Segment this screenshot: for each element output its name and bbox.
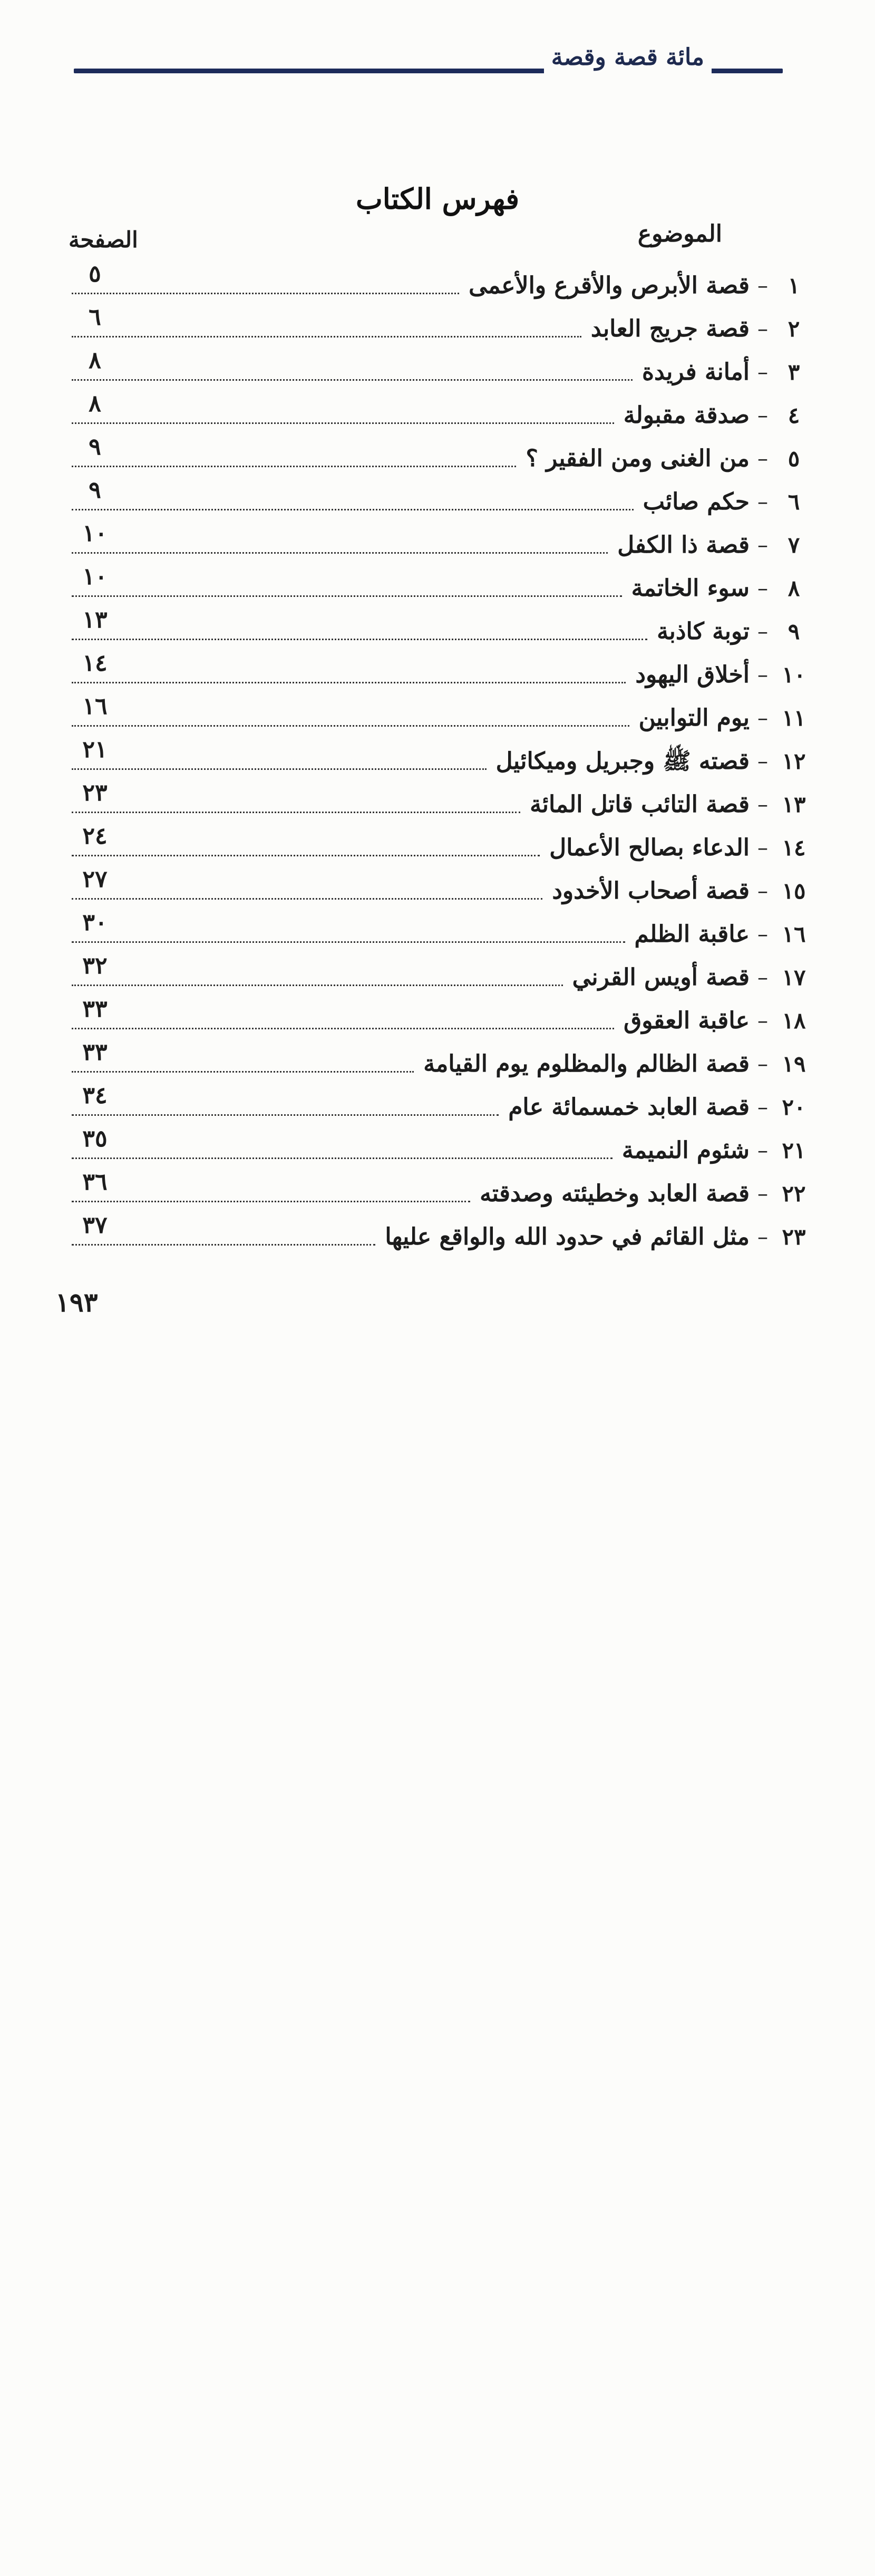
entry-number: ١٨	[782, 1008, 806, 1034]
dot-leader	[72, 725, 629, 727]
dot-leader	[72, 898, 542, 900]
entry-dash: –	[757, 403, 768, 428]
entry-dash: –	[757, 1182, 768, 1206]
entry-title: يوم التوابين	[638, 705, 750, 731]
entry-dash: –	[757, 1225, 768, 1249]
entry-number: ١٩	[782, 1051, 806, 1077]
dot-leader	[72, 682, 626, 683]
index-title: فهرس الكتاب	[355, 182, 520, 216]
subject-column-header: الموضوع	[637, 220, 722, 247]
entry-page-number: ٣٠	[82, 909, 108, 936]
dot-leader	[72, 1157, 612, 1159]
entry-dash: –	[757, 576, 768, 601]
entry-number: ٧	[788, 532, 800, 558]
entry-page-number: ١٠	[82, 520, 108, 547]
entry-page-number: ٢٣	[82, 779, 108, 806]
entry-page-number: ٣٢	[82, 952, 108, 979]
entry-dash: –	[757, 274, 768, 298]
entry-dash: –	[757, 360, 768, 384]
entry-title: صدقة مقبولة	[623, 402, 750, 429]
dot-leader	[72, 552, 608, 554]
entry-number: ١	[788, 273, 800, 298]
index-entry	[63, 993, 812, 1037]
entry-page-number: ٥	[89, 261, 101, 287]
entry-dash: –	[757, 1052, 768, 1076]
entry-page-number: ١٠	[82, 563, 108, 590]
entry-number: ٢٠	[782, 1094, 806, 1120]
entry-dash: –	[757, 317, 768, 341]
entry-title: عاقبة العقوق	[624, 1007, 750, 1034]
index-entry	[63, 1123, 812, 1166]
entry-page-number: ٢٧	[82, 866, 108, 893]
entry-number: ١٦	[782, 921, 806, 947]
index-entries	[63, 258, 812, 1253]
dot-leader	[72, 466, 516, 467]
dot-leader	[72, 941, 625, 943]
entry-page-number: ٢١	[82, 736, 108, 763]
entry-title: قصته ﷺ وجبريل وميكائيل	[495, 748, 750, 775]
entry-title: أمانة فريدة	[641, 359, 750, 385]
entry-number: ٢٢	[782, 1181, 806, 1207]
index-entry	[63, 475, 812, 518]
entry-page-number: ٨	[89, 347, 101, 374]
index-entry	[63, 821, 812, 864]
dot-leader	[72, 812, 520, 813]
dot-leader	[72, 379, 633, 381]
entry-page-number: ٩	[89, 433, 101, 460]
entry-title: قصة أصحاب الأخدود	[552, 877, 750, 904]
dot-leader	[72, 768, 487, 770]
entry-title: مثل القائم في حدود الله والواقع عليها	[385, 1223, 750, 1250]
index-entry	[63, 388, 812, 431]
entry-number: ٢	[788, 316, 800, 342]
entry-dash: –	[757, 879, 768, 903]
entry-title: سوء الخاتمة	[631, 575, 750, 602]
index-entry	[63, 561, 812, 604]
entry-dash: –	[757, 922, 768, 947]
entry-title: قصة العابد وخطيئته وصدقته	[480, 1180, 750, 1207]
dot-leader	[72, 1114, 499, 1116]
entry-dash: –	[757, 1095, 768, 1120]
entry-number: ٦	[788, 489, 800, 515]
dot-leader	[72, 855, 540, 856]
entry-title: عاقبة الظلم	[634, 921, 750, 948]
entry-title: قصة جريج العابد	[590, 315, 750, 342]
entry-dash: –	[757, 793, 768, 817]
index-entry	[63, 1166, 812, 1210]
entry-title: قصة العابد خمسمائة عام	[508, 1094, 750, 1121]
index-entry	[63, 431, 812, 475]
dot-leader	[72, 422, 614, 424]
entry-number: ١٧	[782, 964, 806, 990]
entry-number: ٨	[788, 575, 800, 601]
entry-number: ١٤	[782, 835, 806, 861]
entry-dash: –	[757, 663, 768, 687]
entry-title: قصة ذا الكفل	[617, 532, 750, 558]
entry-dash: –	[757, 620, 768, 644]
entry-dash: –	[757, 836, 768, 860]
dot-leader	[72, 1028, 614, 1029]
index-entry	[63, 258, 812, 302]
index-entry	[63, 1037, 812, 1080]
entry-title: قصة أويس القرني	[572, 964, 750, 991]
entry-dash: –	[757, 1009, 768, 1033]
entry-number: ١٣	[782, 792, 806, 817]
entry-dash: –	[757, 966, 768, 990]
entry-number: ٥	[788, 446, 800, 471]
index-entry	[63, 950, 812, 993]
entry-dash: –	[757, 533, 768, 557]
entry-title: قصة الأبرص والأقرع والأعمى	[469, 272, 750, 299]
entry-page-number: ٣٤	[82, 1082, 108, 1109]
entry-page-number: ٣٥	[82, 1125, 108, 1152]
entry-number: ١١	[782, 705, 806, 731]
entry-dash: –	[757, 490, 768, 514]
entry-title: توبة كاذبة	[657, 618, 750, 645]
running-header-title: مائة قصة وقصة	[544, 41, 712, 74]
entry-number: ١٠	[782, 662, 806, 688]
entry-page-number: ١٤	[82, 650, 108, 677]
entry-title: قصة التائب قاتل المائة	[530, 791, 750, 818]
dot-leader	[72, 595, 622, 597]
entry-page-number: ١٦	[82, 693, 108, 720]
page-number: ١٩٣	[55, 1287, 98, 1318]
entry-dash: –	[757, 749, 768, 774]
index-entry	[63, 1080, 812, 1123]
index-entry	[63, 345, 812, 388]
entry-title: قصة الظالم والمظلوم يوم القيامة	[423, 1050, 750, 1077]
index-entry	[63, 734, 812, 777]
entry-number: ٣	[788, 359, 800, 385]
entry-page-number: ٣٦	[82, 1169, 108, 1195]
running-header	[74, 41, 783, 78]
entry-dash: –	[757, 447, 768, 471]
page-column-header: الصفحة	[69, 227, 138, 253]
entry-page-number: ٨	[89, 390, 101, 417]
dot-leader	[72, 639, 647, 640]
entry-dash: –	[757, 1139, 768, 1163]
entry-page-number: ٣٧	[82, 1212, 108, 1239]
entry-page-number: ٦	[89, 304, 101, 331]
dot-leader	[72, 336, 581, 337]
dot-leader	[72, 509, 634, 510]
entry-page-number: ٩	[89, 477, 101, 504]
entry-number: ١٢	[782, 748, 806, 774]
index-entry	[63, 777, 812, 821]
entry-title: شئوم النميمة	[621, 1137, 750, 1164]
index-entry	[63, 864, 812, 907]
entry-page-number: ٢٤	[82, 823, 108, 850]
index-entry	[63, 691, 812, 734]
index-entry	[63, 1210, 812, 1253]
index-entry	[63, 604, 812, 648]
entry-number: ٢٣	[782, 1224, 806, 1250]
entry-page-number: ٣٣	[82, 1039, 108, 1066]
entry-title: الدعاء بصالح الأعمال	[549, 834, 750, 861]
dot-leader	[72, 985, 563, 986]
entry-page-number: ٣٣	[82, 996, 108, 1022]
index-entry	[63, 518, 812, 561]
entry-title: أخلاق اليهود	[635, 661, 750, 688]
dot-leader	[72, 1201, 470, 1202]
dot-leader	[72, 293, 459, 294]
entry-number: ١٥	[782, 878, 806, 904]
entry-number: ٩	[788, 619, 800, 644]
index-entry	[63, 648, 812, 691]
entry-number: ٤	[788, 402, 800, 428]
entry-title: من الغنى ومن الفقير ؟	[526, 445, 750, 472]
index-entry	[63, 907, 812, 950]
index-entry	[63, 302, 812, 345]
entry-title: حكم صائب	[643, 488, 750, 515]
entry-page-number: ١٣	[82, 606, 108, 633]
entry-dash: –	[757, 706, 768, 730]
entry-number: ٢١	[782, 1137, 806, 1163]
